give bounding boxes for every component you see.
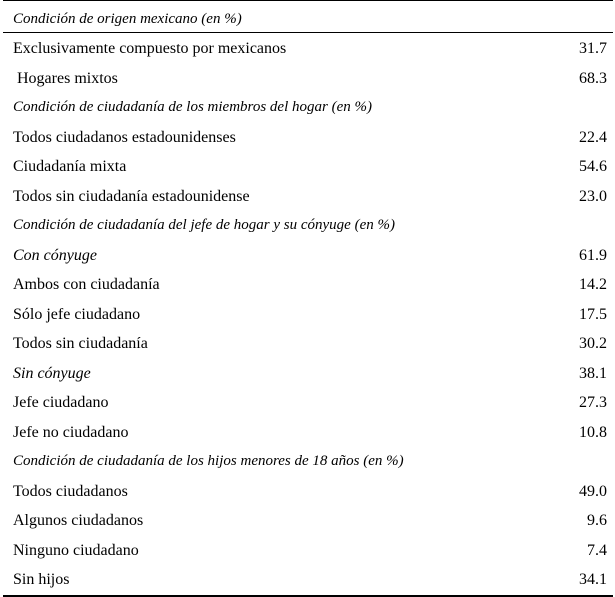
row-value: 54.6 — [579, 158, 607, 175]
table-row — [3, 418, 613, 448]
row-label: Exclusivamente compuesto por mexicanos — [13, 40, 287, 57]
row-value: 38.1 — [579, 364, 607, 382]
table-row — [3, 506, 613, 536]
row-value: 17.5 — [579, 305, 607, 323]
row-value: 10.8 — [579, 423, 607, 441]
row-label: Condición de ciudadanía de los hijos menores de 18 años (en %) — [13, 453, 404, 469]
row-value: 68.3 — [579, 69, 607, 87]
table-row — [3, 329, 613, 359]
table-row — [3, 565, 613, 595]
row-label: Jefe ciudadano — [13, 394, 109, 411]
row-value: 22.4 — [579, 128, 607, 146]
subgroup-row — [3, 241, 613, 271]
row-value: 61.9 — [579, 246, 607, 264]
header-rule — [3, 32, 613, 33]
table-row — [3, 64, 613, 94]
table-row — [3, 536, 613, 566]
row-label: Todos ciudadanos — [13, 482, 128, 500]
section-header-origin — [3, 1, 613, 34]
table-bottom-rule — [3, 595, 613, 597]
table-row — [3, 152, 613, 182]
row-label: Condición de ciudadanía del jefe de hogar y su cónyuge (en %) — [13, 217, 395, 233]
table-row — [3, 182, 613, 212]
table-row — [3, 123, 613, 153]
row-label: Ciudadanía mixta — [13, 158, 127, 175]
row-value: 23.0 — [579, 187, 607, 205]
section-header-household-citizenship — [3, 93, 613, 123]
table-row — [3, 34, 613, 64]
row-value: 27.3 — [579, 394, 607, 411]
subgroup-row — [3, 359, 613, 389]
row-label: Sin cónyuge — [13, 364, 91, 382]
row-label: Sólo jefe ciudadano — [13, 305, 141, 323]
row-value: 30.2 — [579, 335, 607, 352]
section-header-head-spouse — [3, 211, 613, 241]
table-row — [3, 388, 613, 418]
table-row — [3, 270, 613, 300]
row-value: 49.0 — [579, 482, 607, 500]
row-label: Sin hijos — [13, 571, 70, 588]
row-label: Con cónyuge — [13, 246, 97, 264]
row-label: Ninguno ciudadano — [13, 541, 139, 559]
row-value: 34.1 — [579, 571, 607, 588]
row-value: 31.7 — [579, 40, 607, 57]
row-value: 14.2 — [579, 276, 607, 293]
row-label: Condición de origen mexicano (en %) — [13, 11, 242, 27]
row-label: Todos sin ciudadanía estadounidense — [13, 187, 250, 205]
row-label: Ambos con ciudadanía — [13, 276, 160, 293]
row-value: 9.6 — [587, 512, 607, 529]
row-label: Hogares mixtos — [13, 69, 118, 87]
data-table — [3, 0, 613, 597]
row-label: Todos sin ciudadanía — [13, 335, 148, 352]
section-header-children — [3, 447, 613, 477]
row-value: 7.4 — [587, 541, 607, 559]
row-label: Todos ciudadanos estadounidenses — [13, 128, 236, 146]
row-label: Jefe no ciudadano — [13, 423, 129, 441]
row-label: Condición de ciudadanía de los miembros del hogar (en %) — [13, 99, 372, 115]
table-row — [3, 300, 613, 330]
table-row — [3, 477, 613, 507]
row-label: Algunos ciudadanos — [13, 512, 144, 529]
